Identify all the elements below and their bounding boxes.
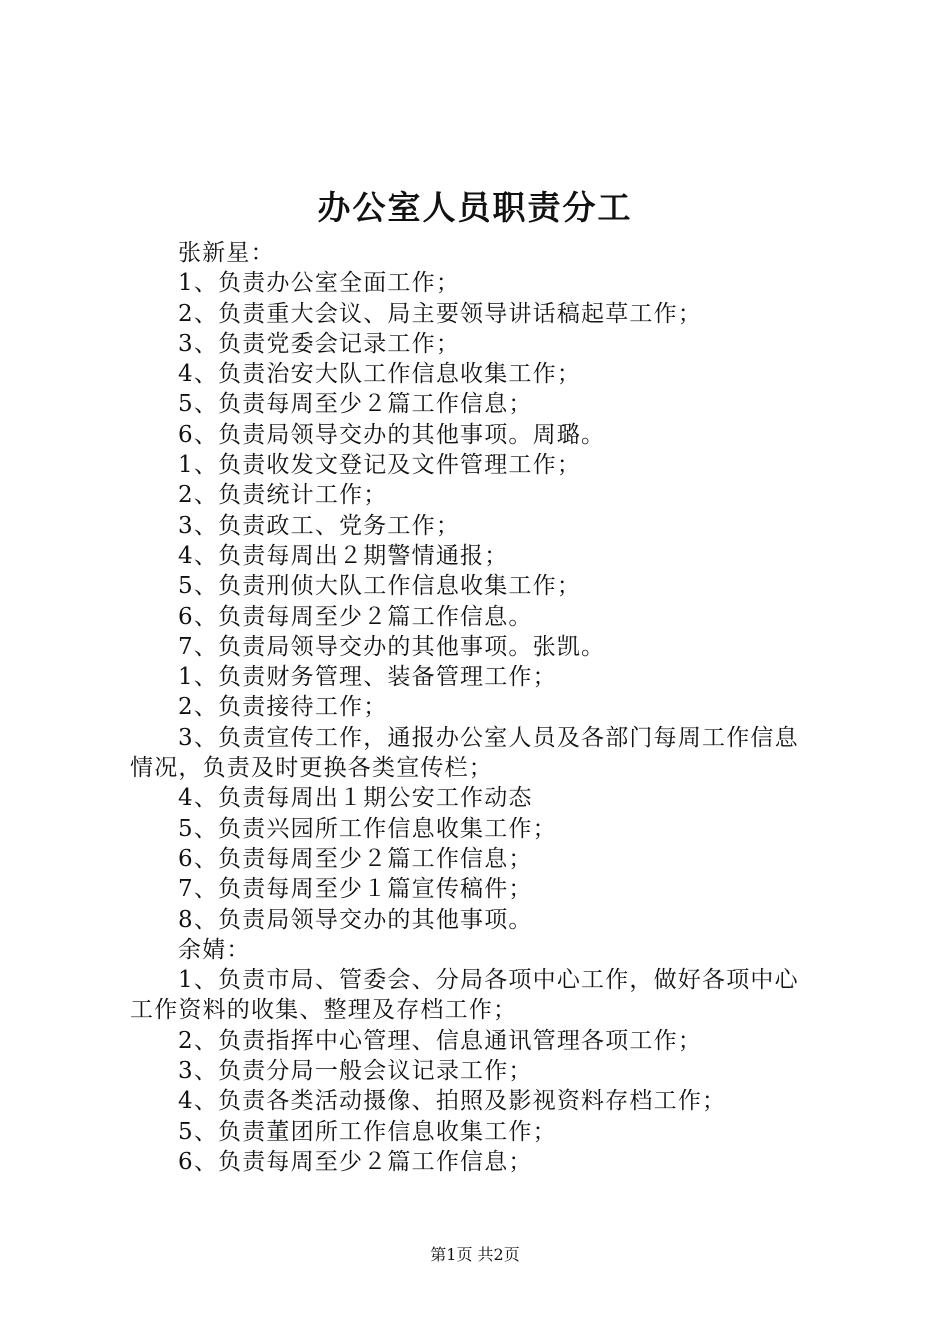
paragraph-line: 6、负责每周至少２篇工作信息； xyxy=(178,845,533,872)
paragraph-line: 余婧： xyxy=(178,936,251,963)
paragraph-line: 6、负责每周至少２篇工作信息。 xyxy=(178,603,533,630)
document-title: 办公室人员职责分工 xyxy=(317,188,633,227)
paragraph-line: 2、负责重大会议、局主要领导讲话稿起草工作； xyxy=(178,300,703,327)
paragraph-line: 2、负责接待工作； xyxy=(178,694,388,721)
paragraph-line: 3、负责党委会记录工作； xyxy=(178,330,461,357)
paragraph-line: 7、负责局领导交办的其他事项。张凯。 xyxy=(178,633,606,660)
paragraph-line: 1、负责办公室全面工作； xyxy=(178,270,461,297)
paragraph-line: 5、负责每周至少２篇工作信息； xyxy=(178,391,533,418)
page-number-footer: 第1页 共2页 xyxy=(430,1245,520,1264)
paragraph-line: 1、负责财务管理、装备管理工作； xyxy=(178,664,557,691)
paragraph-line: 3、负责政工、党务工作； xyxy=(178,512,461,539)
document-body xyxy=(130,238,830,1177)
paragraph-line: 3、负责分局一般会议记录工作； xyxy=(178,1058,533,1085)
paragraph-line: 3、负责宣传工作，通报办公室人员及各部门每周工作信息 xyxy=(178,724,799,751)
paragraph-line: 5、负责兴园所工作信息收集工作； xyxy=(178,815,557,842)
paragraph-line: 5、负责董团所工作信息收集工作； xyxy=(178,1118,557,1145)
paragraph-line: 1、负责市局、管委会、分局各项中心工作，做好各项中心 xyxy=(178,967,799,994)
paragraph-line: 5、负责刑侦大队工作信息收集工作； xyxy=(178,573,582,600)
paragraph-line: 6、负责每周至少２篇工作信息； xyxy=(178,1148,533,1175)
paragraph-line: 4、负责每周出１期公安工作动态 xyxy=(178,785,533,812)
paragraph-line: 4、负责每周出２期警情通报； xyxy=(178,542,509,569)
paragraph-line: 7、负责每周至少１篇宣传稿件； xyxy=(178,876,533,903)
paragraph-line: 6、负责局领导交办的其他事项。周璐。 xyxy=(178,421,606,448)
paragraph-line: 2、负责指挥中心管理、信息通讯管理各项工作； xyxy=(178,1027,703,1054)
paragraph-line: 4、负责治安大队工作信息收集工作； xyxy=(178,361,582,388)
paragraph-line: 2、负责统计工作； xyxy=(178,482,388,509)
paragraph-line: 8、负责局领导交办的其他事项。 xyxy=(178,906,533,933)
paragraph-line: 1、负责收发文登记及文件管理工作； xyxy=(178,452,582,479)
paragraph-line-continued: 工作资料的收集、整理及存档工作； xyxy=(130,997,518,1024)
paragraph-line: 4、负责各类活动摄像、拍照及影视资料存档工作； xyxy=(178,1088,727,1115)
paragraph-line-continued: 情况，负责及时更换各类宣传栏； xyxy=(130,755,493,782)
paragraph-line: 张新星： xyxy=(178,240,275,266)
